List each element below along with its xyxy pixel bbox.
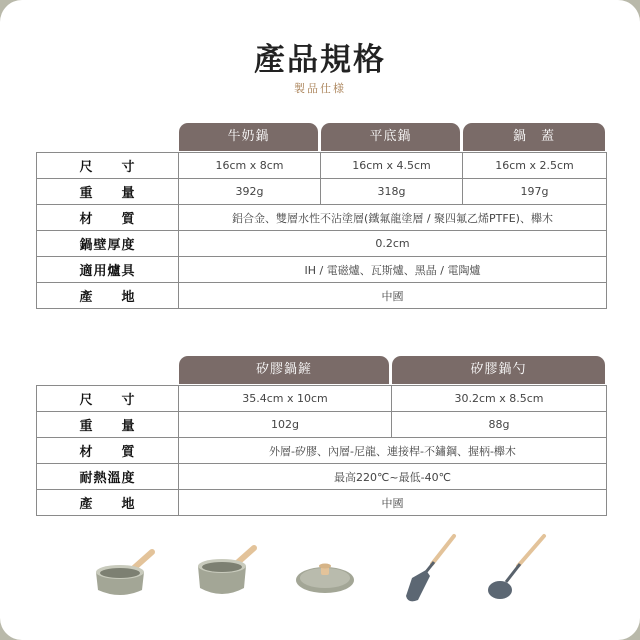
- table-row-stove: [37, 257, 607, 283]
- table1-col-header-milk-pan: 牛奶鍋: [179, 123, 318, 151]
- table-row-thickness: [37, 231, 607, 257]
- cell-origin: 中國: [179, 283, 607, 309]
- page-subtitle: 製品仕様: [294, 82, 346, 95]
- row-label-thickness: 鍋壁厚度: [37, 231, 179, 257]
- row-label-origin: 產 地: [37, 283, 179, 309]
- table1-col-header-lid: 鍋 蓋: [463, 123, 605, 151]
- frying-pan-icon: [192, 540, 262, 602]
- cell-material: 外層-矽膠、內層-尼龍、連接桿-不鏽鋼、握柄-櫸木: [179, 438, 607, 464]
- table-row-origin: [37, 283, 607, 309]
- milk-pan-icon: [90, 542, 160, 602]
- cell-weight-spatula: 102g: [179, 412, 392, 438]
- cell-stove: IH / 電磁爐、瓦斯爐、黑晶 / 電陶爐: [179, 257, 607, 283]
- cell-size-spatula: 35.4cm x 10cm: [179, 386, 392, 412]
- cell-heat: 最高220℃~最低-40℃: [179, 464, 607, 490]
- row-label-material: 材 質: [37, 205, 179, 231]
- page-title: 產品規格: [254, 42, 386, 78]
- row-label-size: 尺 寸: [37, 386, 179, 412]
- cell-material: 鋁合金、雙層水性不沾塗層(鐵氟龍塗層 / 聚四氟乙烯PTFE)、櫸木: [179, 205, 607, 231]
- cell-weight-frying-pan: 318g: [321, 179, 463, 205]
- silicone-spatula-icon: [392, 530, 462, 606]
- row-label-weight: 重 量: [37, 179, 179, 205]
- cell-size-milk-pan: 16cm x 8cm: [179, 153, 321, 179]
- cell-size-lid: 16cm x 2.5cm: [463, 153, 607, 179]
- row-label-size: 尺 寸: [37, 153, 179, 179]
- table-row-origin: [37, 490, 607, 516]
- cell-size-ladle: 30.2cm x 8.5cm: [392, 386, 607, 412]
- row-label-origin: 產 地: [37, 490, 179, 516]
- spec-table-cookware: [36, 152, 607, 309]
- cell-origin: 中國: [179, 490, 607, 516]
- table-row-size: [37, 153, 607, 179]
- silicone-ladle-icon: [480, 530, 550, 606]
- table-row-weight: [37, 412, 607, 438]
- table-row-material: [37, 205, 607, 231]
- table2-col-header-spatula: 矽膠鍋鏟: [179, 356, 389, 384]
- row-label-heat: 耐熱溫度: [37, 464, 179, 490]
- cell-weight-lid: 197g: [463, 179, 607, 205]
- cell-weight-ladle: 88g: [392, 412, 607, 438]
- product-images: [80, 530, 560, 610]
- pot-lid-icon: [290, 556, 360, 600]
- spec-table-utensils: [36, 385, 607, 516]
- cell-thickness: 0.2cm: [179, 231, 607, 257]
- row-label-material: 材 質: [37, 438, 179, 464]
- row-label-stove: 適用爐具: [37, 257, 179, 283]
- cell-weight-milk-pan: 392g: [179, 179, 321, 205]
- cell-size-frying-pan: 16cm x 4.5cm: [321, 153, 463, 179]
- table2-col-header-ladle: 矽膠鍋勺: [392, 356, 605, 384]
- row-label-weight: 重 量: [37, 412, 179, 438]
- table-row-heat: [37, 464, 607, 490]
- table1-col-header-frying-pan: 平底鍋: [321, 123, 460, 151]
- table-row-size: [37, 386, 607, 412]
- table-row-material: [37, 438, 607, 464]
- table-row-weight: [37, 179, 607, 205]
